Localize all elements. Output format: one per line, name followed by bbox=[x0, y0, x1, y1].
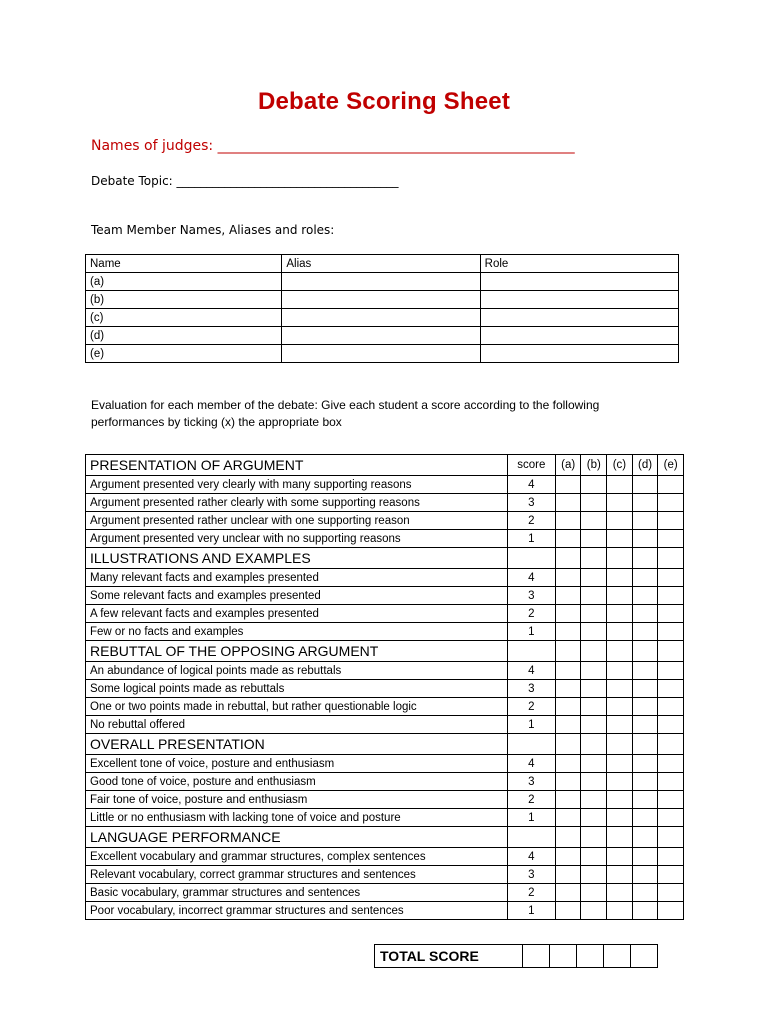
tick-box-d[interactable] bbox=[632, 512, 658, 530]
member-name-cell[interactable]: (a) bbox=[86, 273, 282, 291]
member-alias-cell[interactable] bbox=[282, 309, 480, 327]
tick-box-d[interactable] bbox=[632, 755, 658, 773]
tick-box-c[interactable] bbox=[607, 494, 633, 512]
criterion-row bbox=[86, 530, 684, 548]
member-column-header-blank bbox=[658, 734, 684, 755]
tick-box-d[interactable] bbox=[632, 791, 658, 809]
tick-box-e[interactable] bbox=[658, 698, 684, 716]
tick-box-c[interactable] bbox=[607, 512, 633, 530]
member-column-header-e: (e) bbox=[658, 455, 684, 476]
section-title: LANGUAGE PERFORMANCE bbox=[86, 827, 508, 848]
criterion-score: 1 bbox=[507, 902, 555, 920]
member-row bbox=[86, 291, 679, 309]
tick-box-d[interactable] bbox=[632, 698, 658, 716]
criterion-row bbox=[86, 773, 684, 791]
tick-box-c[interactable] bbox=[607, 680, 633, 698]
tick-box-e[interactable] bbox=[658, 623, 684, 641]
tick-box-d[interactable] bbox=[632, 809, 658, 827]
tick-box-c[interactable] bbox=[607, 476, 633, 494]
total-score-box-b[interactable] bbox=[550, 945, 577, 968]
member-name-cell[interactable]: (b) bbox=[86, 291, 282, 309]
member-column-header-blank bbox=[607, 548, 633, 569]
tick-box-a[interactable] bbox=[555, 866, 581, 884]
criterion-score: 3 bbox=[507, 680, 555, 698]
criterion-row bbox=[86, 494, 684, 512]
member-column-header-blank bbox=[555, 827, 581, 848]
tick-box-c[interactable] bbox=[607, 716, 633, 734]
tick-box-c[interactable] bbox=[607, 791, 633, 809]
criterion-score: 4 bbox=[507, 569, 555, 587]
tick-box-a[interactable] bbox=[555, 530, 581, 548]
tick-box-b[interactable] bbox=[581, 773, 607, 791]
criterion-text: Poor vocabulary, incorrect grammar structures and sentences bbox=[86, 902, 508, 920]
total-score-box-e[interactable] bbox=[631, 945, 658, 968]
tick-box-b[interactable] bbox=[581, 698, 607, 716]
criterion-row bbox=[86, 884, 684, 902]
tick-box-a[interactable] bbox=[555, 716, 581, 734]
criterion-text: Some relevant facts and examples presented bbox=[86, 587, 508, 605]
score-header-blank bbox=[507, 827, 555, 848]
criterion-score: 1 bbox=[507, 809, 555, 827]
members-header-row bbox=[86, 255, 679, 273]
section-header-row bbox=[86, 734, 684, 755]
section-header-row bbox=[86, 455, 684, 476]
criterion-row bbox=[86, 476, 684, 494]
tick-box-b[interactable] bbox=[581, 623, 607, 641]
criterion-text: Argument presented rather clearly with some supporting reasons bbox=[86, 494, 508, 512]
total-score-box-c[interactable] bbox=[577, 945, 604, 968]
criterion-row bbox=[86, 587, 684, 605]
member-column-header-blank bbox=[607, 827, 633, 848]
criterion-row bbox=[86, 902, 684, 920]
criterion-text: Some logical points made as rebuttals bbox=[86, 680, 508, 698]
tick-box-a[interactable] bbox=[555, 680, 581, 698]
criterion-text: An abundance of logical points made as rebuttals bbox=[86, 662, 508, 680]
criterion-text: Many relevant facts and examples presented bbox=[86, 569, 508, 587]
criterion-score: 3 bbox=[507, 494, 555, 512]
member-column-header-blank bbox=[632, 827, 658, 848]
tick-box-b[interactable] bbox=[581, 716, 607, 734]
role-header: Role bbox=[480, 255, 678, 273]
member-role-cell[interactable] bbox=[480, 327, 678, 345]
member-role-cell[interactable] bbox=[480, 273, 678, 291]
criterion-score: 3 bbox=[507, 773, 555, 791]
tick-box-b[interactable] bbox=[581, 569, 607, 587]
member-role-cell[interactable] bbox=[480, 345, 678, 363]
criterion-row bbox=[86, 680, 684, 698]
criterion-score: 3 bbox=[507, 587, 555, 605]
criterion-row bbox=[86, 848, 684, 866]
criterion-score: 2 bbox=[507, 512, 555, 530]
total-score-label: TOTAL SCORE bbox=[375, 945, 523, 968]
alias-header: Alias bbox=[282, 255, 480, 273]
criterion-text: One or two points made in rebuttal, but rather questionable logic bbox=[86, 698, 508, 716]
tick-box-e[interactable] bbox=[658, 569, 684, 587]
section-title: ILLUSTRATIONS AND EXAMPLES bbox=[86, 548, 508, 569]
tick-box-a[interactable] bbox=[555, 755, 581, 773]
total-score-box-d[interactable] bbox=[604, 945, 631, 968]
tick-box-a[interactable] bbox=[555, 512, 581, 530]
tick-box-c[interactable] bbox=[607, 755, 633, 773]
tick-box-a[interactable] bbox=[555, 698, 581, 716]
criterion-score: 4 bbox=[507, 848, 555, 866]
tick-box-c[interactable] bbox=[607, 587, 633, 605]
member-column-header-a: (a) bbox=[555, 455, 581, 476]
page-title: Debate Scoring Sheet bbox=[257, 88, 511, 115]
criterion-row bbox=[86, 698, 684, 716]
tick-box-b[interactable] bbox=[581, 848, 607, 866]
member-column-header-blank bbox=[607, 734, 633, 755]
criterion-score: 2 bbox=[507, 698, 555, 716]
criterion-score: 1 bbox=[507, 716, 555, 734]
tick-box-b[interactable] bbox=[581, 476, 607, 494]
tick-box-a[interactable] bbox=[555, 809, 581, 827]
name-header: Name bbox=[86, 255, 282, 273]
tick-box-e[interactable] bbox=[658, 662, 684, 680]
tick-box-d[interactable] bbox=[632, 662, 658, 680]
tick-box-c[interactable] bbox=[607, 884, 633, 902]
tick-box-c[interactable] bbox=[607, 623, 633, 641]
tick-box-d[interactable] bbox=[632, 680, 658, 698]
member-column-header-d: (d) bbox=[632, 455, 658, 476]
criterion-row bbox=[86, 866, 684, 884]
tick-box-a[interactable] bbox=[555, 476, 581, 494]
tick-box-b[interactable] bbox=[581, 494, 607, 512]
tick-box-c[interactable] bbox=[607, 848, 633, 866]
tick-box-e[interactable] bbox=[658, 530, 684, 548]
criterion-row bbox=[86, 623, 684, 641]
member-column-header-blank bbox=[555, 548, 581, 569]
score-header: score bbox=[507, 455, 555, 476]
tick-box-c[interactable] bbox=[607, 902, 633, 920]
score-header-blank bbox=[507, 734, 555, 755]
section-title: REBUTTAL OF THE OPPOSING ARGUMENT bbox=[86, 641, 508, 662]
member-row bbox=[86, 327, 679, 345]
total-score-box-a[interactable] bbox=[523, 945, 550, 968]
criterion-score: 1 bbox=[507, 530, 555, 548]
criterion-score: 4 bbox=[507, 476, 555, 494]
criterion-text: Argument presented very unclear with no supporting reasons bbox=[86, 530, 508, 548]
criterion-text: Argument presented rather unclear with one supporting reason bbox=[86, 512, 508, 530]
criterion-score: 3 bbox=[507, 866, 555, 884]
member-name-cell[interactable]: (e) bbox=[86, 345, 282, 363]
criterion-text: Excellent tone of voice, posture and enthusiasm bbox=[86, 755, 508, 773]
tick-box-a[interactable] bbox=[555, 848, 581, 866]
tick-box-d[interactable] bbox=[632, 494, 658, 512]
member-column-header-blank bbox=[581, 548, 607, 569]
tick-box-e[interactable] bbox=[658, 494, 684, 512]
criterion-text: Excellent vocabulary and grammar structures, complex sentences bbox=[86, 848, 508, 866]
evaluation-instructions: Evaluation for each member of the debate: Give each student a score according to the following performances by ticking (x) the appropriate box bbox=[91, 398, 600, 429]
tick-box-e[interactable] bbox=[658, 884, 684, 902]
criterion-text: Basic vocabulary, grammar structures and sentences bbox=[86, 884, 508, 902]
member-role-cell[interactable] bbox=[480, 309, 678, 327]
criterion-row bbox=[86, 755, 684, 773]
tick-box-b[interactable] bbox=[581, 587, 607, 605]
member-alias-cell[interactable] bbox=[282, 273, 480, 291]
tick-box-e[interactable] bbox=[658, 755, 684, 773]
criterion-row bbox=[86, 662, 684, 680]
tick-box-c[interactable] bbox=[607, 773, 633, 791]
section-header-row bbox=[86, 641, 684, 662]
member-row bbox=[86, 345, 679, 363]
tick-box-e[interactable] bbox=[658, 716, 684, 734]
tick-box-b[interactable] bbox=[581, 902, 607, 920]
criterion-text: A few relevant facts and examples presented bbox=[86, 605, 508, 623]
tick-box-d[interactable] bbox=[632, 623, 658, 641]
tick-box-b[interactable] bbox=[581, 791, 607, 809]
section-title: PRESENTATION OF ARGUMENT bbox=[86, 455, 508, 476]
criterion-row bbox=[86, 809, 684, 827]
member-column-header-blank bbox=[555, 641, 581, 662]
criterion-row bbox=[86, 716, 684, 734]
judges-line: Names of judges: ___________________________________________________ bbox=[91, 138, 575, 154]
member-column-header-blank bbox=[658, 548, 684, 569]
criterion-text: Little or no enthusiasm with lacking tone of voice and posture bbox=[86, 809, 508, 827]
member-column-header-blank bbox=[658, 641, 684, 662]
tick-box-c[interactable] bbox=[607, 530, 633, 548]
criterion-row bbox=[86, 569, 684, 587]
member-column-header-blank bbox=[607, 641, 633, 662]
member-column-header-b: (b) bbox=[581, 455, 607, 476]
scoring-table bbox=[85, 454, 684, 920]
member-row bbox=[86, 309, 679, 327]
criterion-row bbox=[86, 512, 684, 530]
tick-box-a[interactable] bbox=[555, 773, 581, 791]
tick-box-e[interactable] bbox=[658, 680, 684, 698]
tick-box-e[interactable] bbox=[658, 809, 684, 827]
tick-box-a[interactable] bbox=[555, 494, 581, 512]
criterion-score: 1 bbox=[507, 623, 555, 641]
tick-box-b[interactable] bbox=[581, 662, 607, 680]
tick-box-d[interactable] bbox=[632, 884, 658, 902]
criterion-score: 2 bbox=[507, 791, 555, 809]
criterion-score: 4 bbox=[507, 755, 555, 773]
tick-box-b[interactable] bbox=[581, 884, 607, 902]
tick-box-a[interactable] bbox=[555, 569, 581, 587]
criterion-row bbox=[86, 791, 684, 809]
score-header-blank bbox=[507, 641, 555, 662]
member-name-cell[interactable]: (d) bbox=[86, 327, 282, 345]
tick-box-b[interactable] bbox=[581, 512, 607, 530]
tick-box-d[interactable] bbox=[632, 902, 658, 920]
tick-box-c[interactable] bbox=[607, 809, 633, 827]
tick-box-d[interactable] bbox=[632, 866, 658, 884]
members-table bbox=[85, 254, 679, 363]
debate-topic-line: Debate Topic: _____________________________________ bbox=[91, 174, 399, 188]
tick-box-e[interactable] bbox=[658, 512, 684, 530]
tick-box-b[interactable] bbox=[581, 755, 607, 773]
tick-box-e[interactable] bbox=[658, 791, 684, 809]
member-column-header-blank bbox=[581, 827, 607, 848]
team-members-label: Team Member Names, Aliases and roles: bbox=[91, 223, 335, 237]
tick-box-e[interactable] bbox=[658, 773, 684, 791]
member-column-header-blank bbox=[658, 827, 684, 848]
criterion-row bbox=[86, 605, 684, 623]
member-alias-cell[interactable] bbox=[282, 327, 480, 345]
member-alias-cell[interactable] bbox=[282, 291, 480, 309]
member-column-header-blank bbox=[632, 548, 658, 569]
tick-box-c[interactable] bbox=[607, 866, 633, 884]
tick-box-b[interactable] bbox=[581, 680, 607, 698]
tick-box-a[interactable] bbox=[555, 884, 581, 902]
tick-box-a[interactable] bbox=[555, 605, 581, 623]
tick-box-d[interactable] bbox=[632, 773, 658, 791]
tick-box-b[interactable] bbox=[581, 809, 607, 827]
section-title: OVERALL PRESENTATION bbox=[86, 734, 508, 755]
member-column-header-blank bbox=[632, 641, 658, 662]
tick-box-a[interactable] bbox=[555, 902, 581, 920]
tick-box-d[interactable] bbox=[632, 716, 658, 734]
criterion-score: 2 bbox=[507, 884, 555, 902]
tick-box-a[interactable] bbox=[555, 623, 581, 641]
member-column-header-c: (c) bbox=[607, 455, 633, 476]
tick-box-d[interactable] bbox=[632, 848, 658, 866]
tick-box-c[interactable] bbox=[607, 605, 633, 623]
member-column-header-blank bbox=[555, 734, 581, 755]
tick-box-e[interactable] bbox=[658, 476, 684, 494]
tick-box-d[interactable] bbox=[632, 476, 658, 494]
criterion-text: Relevant vocabulary, correct grammar structures and sentences bbox=[86, 866, 508, 884]
total-score-row bbox=[375, 945, 658, 968]
member-column-header-blank bbox=[632, 734, 658, 755]
tick-box-d[interactable] bbox=[632, 569, 658, 587]
member-role-cell[interactable] bbox=[480, 291, 678, 309]
member-name-cell[interactable]: (c) bbox=[86, 309, 282, 327]
tick-box-e[interactable] bbox=[658, 866, 684, 884]
tick-box-e[interactable] bbox=[658, 605, 684, 623]
tick-box-e[interactable] bbox=[658, 587, 684, 605]
section-header-row bbox=[86, 548, 684, 569]
tick-box-d[interactable] bbox=[632, 605, 658, 623]
score-header-blank bbox=[507, 548, 555, 569]
tick-box-b[interactable] bbox=[581, 530, 607, 548]
tick-box-c[interactable] bbox=[607, 569, 633, 587]
member-column-header-blank bbox=[581, 641, 607, 662]
total-score-table bbox=[374, 944, 658, 968]
tick-box-c[interactable] bbox=[607, 698, 633, 716]
criterion-text: Argument presented very clearly with many supporting reasons bbox=[86, 476, 508, 494]
criterion-text: No rebuttal offered bbox=[86, 716, 508, 734]
criterion-text: Fair tone of voice, posture and enthusiasm bbox=[86, 791, 508, 809]
tick-box-e[interactable] bbox=[658, 848, 684, 866]
criterion-score: 4 bbox=[507, 662, 555, 680]
tick-box-a[interactable] bbox=[555, 791, 581, 809]
criterion-text: Few or no facts and examples bbox=[86, 623, 508, 641]
tick-box-e[interactable] bbox=[658, 902, 684, 920]
criterion-text: Good tone of voice, posture and enthusiasm bbox=[86, 773, 508, 791]
tick-box-b[interactable] bbox=[581, 605, 607, 623]
member-row bbox=[86, 273, 679, 291]
tick-box-b[interactable] bbox=[581, 866, 607, 884]
tick-box-d[interactable] bbox=[632, 587, 658, 605]
tick-box-a[interactable] bbox=[555, 587, 581, 605]
tick-box-a[interactable] bbox=[555, 662, 581, 680]
criterion-score: 2 bbox=[507, 605, 555, 623]
member-column-header-blank bbox=[581, 734, 607, 755]
tick-box-d[interactable] bbox=[632, 530, 658, 548]
section-header-row bbox=[86, 827, 684, 848]
tick-box-c[interactable] bbox=[607, 662, 633, 680]
member-alias-cell[interactable] bbox=[282, 345, 480, 363]
